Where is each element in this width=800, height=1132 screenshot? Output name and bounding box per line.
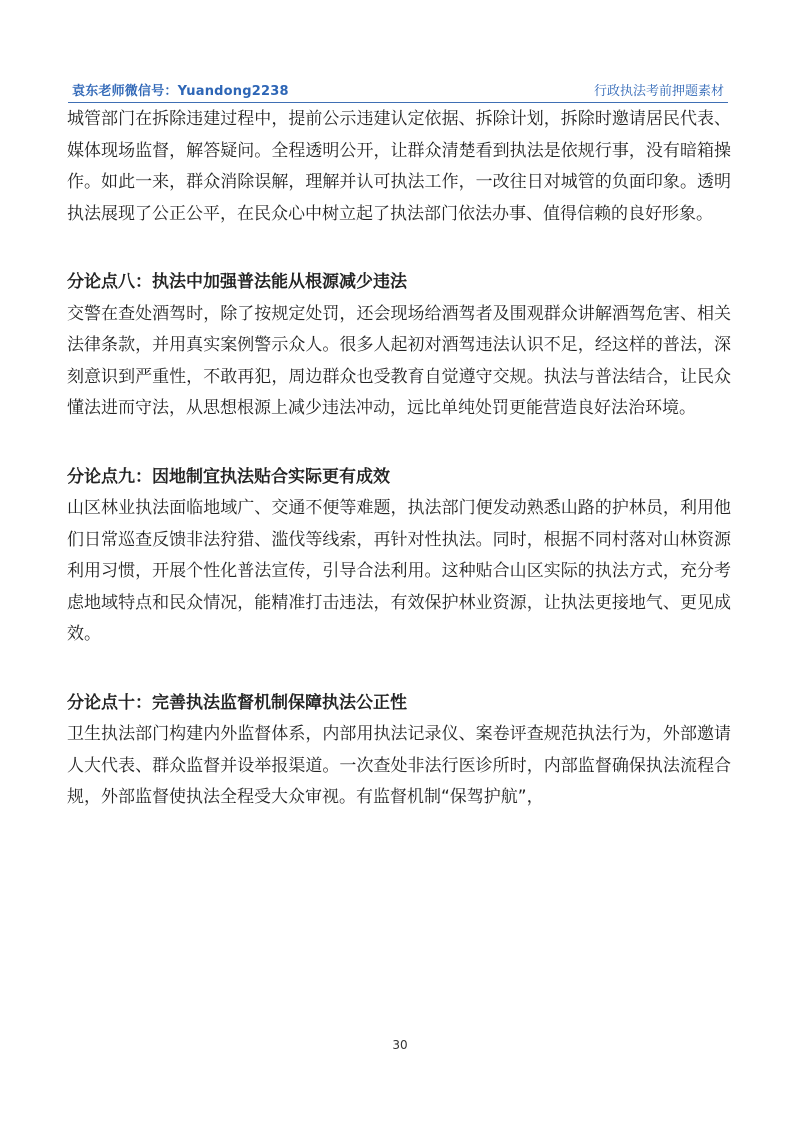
section-heading-9: 分论点九：因地制宜执法贴合实际更有成效 xyxy=(67,466,390,487)
section-heading-8: 分论点八：执法中加强普法能从根源减少违法 xyxy=(67,272,407,292)
header-document-title: 行政执法考前押题素材 xyxy=(593,84,724,99)
page-number: 30 xyxy=(392,1038,408,1052)
header-wechat-contact: 袁东老师微信号：Yuandong2238 xyxy=(72,84,289,99)
document-body xyxy=(67,104,731,814)
intro-paragraph: 城管部门在拆除违建过程中，提前公示违建认定依据、拆除计划，拆除时邀请居民代表、媒体现场监督，解答疑问。全程透明公开，让群众清楚看到执法是依规行事，没有暗箱操作。如此一来，群众消除误解，理解并认可执法工作，一改往日对城管的负面印象。透明执法展现了公正公平，在民众心中树立起了执法部门依法办事、值得信赖的良好形象。 xyxy=(67,109,731,224)
section-body-9: 山区林业执法面临地域广、交通不便等难题，执法部门便发动熟悉山路的护林员，利用他们日常巡查反馈非法狩猎、滥伐等线索，再针对性执法。同时，根据不同村落对山林资源利用习惯，开展个性化普法宣传，引导合法利用。这种贴合山区实际的执法方式，充分考虑地域特点和民众情况，能精准打击违法，有效保护林业资源，让执法更接地气、更见成效。 xyxy=(67,498,731,644)
page-header xyxy=(68,80,728,103)
section-heading-10: 分论点十：完善执法监督机制保障执法公正性 xyxy=(67,692,407,713)
section-body-8: 交警在查处酒驾时，除了按规定处罚，还会现场给酒驾者及围观群众讲解酒驾危害、相关法律条款，并用真实案例警示众人。很多人起初对酒驾违法认识不足，经这样的普法，深刻意识到严重性，不敢再犯，周边群众也受教育自觉遵守交规。执法与普法结合，让民众懂法进而守法，从思想根源上减少违法冲动，远比单纯处罚更能营造良好法治环境。 xyxy=(67,303,731,418)
section-body-10: 卫生执法部门构建内外监督体系，内部用执法记录仪、案卷评查规范执法行为，外部邀请人大代表、群众监督并设举报渠道。一次查处非法行医诊所时，内部监督确保执法流程合规，外部监督使执法全程受大众审视。有监督机制“保驾护航”， xyxy=(67,724,731,807)
